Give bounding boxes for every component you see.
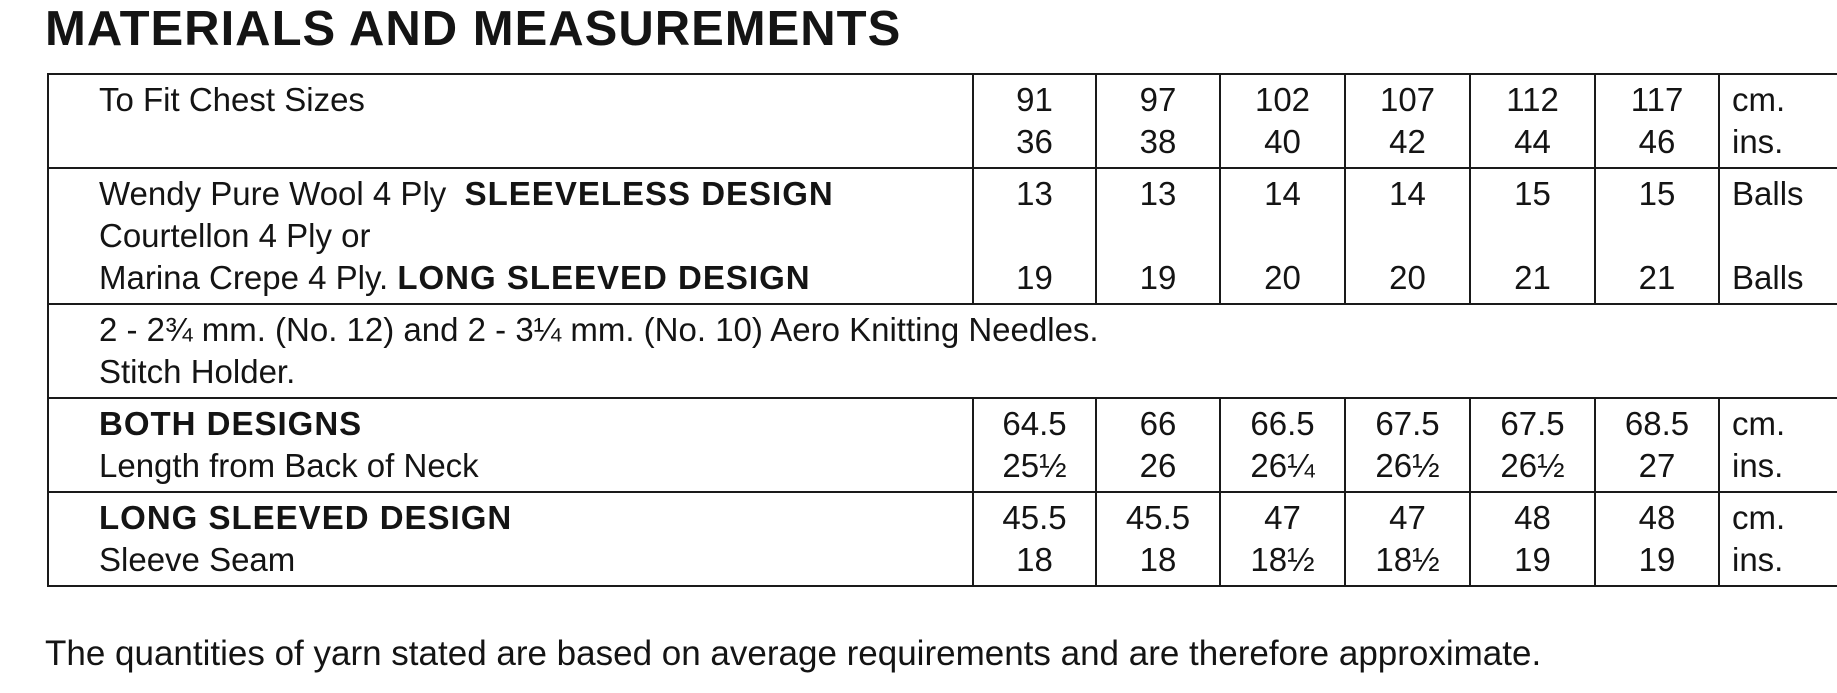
needles-line: 2 - 2¾ mm. (No. 12) and 2 - 3¼ mm. (No. 10) Aero Knitting Needles. [99,311,1099,348]
sleeveless-balls-value: 15 [1638,175,1676,212]
sleeve-cm-value: 48 [1514,499,1551,536]
long-sleeved-heading: LONG SLEEVED DESIGN [99,499,513,536]
size-cell [1470,74,1595,168]
length-cm-value: 67.5 [1375,405,1440,442]
chest-cm-value: 112 [1506,81,1559,118]
length-cm-value: 66.5 [1250,405,1315,442]
chest-ins-value: 36 [1016,123,1053,160]
sleeve-ins-value: 18½ [1250,541,1315,578]
chest-sizes-label-cell [48,74,973,168]
sleeve-seam-row [48,492,1837,586]
chest-sizes-row [48,74,1837,168]
chest-ins-value: 46 [1638,123,1676,160]
length-cell [1096,398,1220,492]
unit-cell [1719,492,1837,586]
length-row [48,398,1837,492]
needles-cell [48,304,1837,398]
needles-row [48,304,1837,398]
long-sleeved-balls-value: 19 [1139,259,1177,296]
balls-cell [973,168,1096,304]
length-cm-value: 68.5 [1624,405,1690,442]
sleeve-cell [973,492,1096,586]
unit-balls: Balls [1732,175,1804,212]
length-label-cell [48,398,973,492]
size-cell [973,74,1096,168]
length-ins-value: 26½ [1375,447,1440,484]
length-cm-value: 66 [1139,405,1177,442]
chest-ins-value: 40 [1264,123,1301,160]
unit-ins: ins. [1732,447,1784,484]
long-sleeved-balls-value: 19 [1016,259,1053,296]
sleeve-cell [1595,492,1719,586]
unit-balls: Balls [1732,259,1804,296]
sleeveless-design-heading: SLEEVELESS DESIGN [464,175,834,212]
size-cell [1595,74,1719,168]
yarn-label-cell [48,168,973,304]
long-sleeved-design-heading: LONG SLEEVED DESIGN [397,259,811,296]
sleeve-cm-value: 45.5 [1125,499,1191,536]
sleeve-cm-value: 47 [1264,499,1301,536]
length-cm-value: 67.5 [1500,405,1565,442]
sleeve-ins-value: 18 [1016,541,1053,578]
sleeve-seam-label: Sleeve Seam [99,541,296,578]
chest-cm-value: 107 [1379,81,1436,118]
sleeveless-balls-value: 13 [1139,175,1177,212]
length-ins-value: 26 [1139,447,1177,484]
chest-ins-value: 42 [1389,123,1426,160]
unit-ins: ins. [1732,123,1784,160]
balls-cell [1470,168,1595,304]
chest-ins-value: 38 [1139,123,1177,160]
yarn-row [48,168,1837,304]
length-ins-value: 26¼ [1250,447,1315,484]
chest-sizes-label: To Fit Chest Sizes [99,81,365,118]
sleeveless-balls-value: 13 [1016,175,1053,212]
both-designs-heading: BOTH DESIGNS [99,405,363,442]
unit-cell [1719,398,1837,492]
sleeve-cell [1096,492,1220,586]
long-sleeved-balls-value: 20 [1264,259,1301,296]
unit-cm: cm. [1732,81,1786,118]
size-cell [1345,74,1470,168]
balls-cell [1096,168,1220,304]
unit-cm: cm. [1732,405,1786,442]
sleeve-cm-value: 47 [1389,499,1426,536]
sleeve-cm-value: 45.5 [1002,499,1067,536]
chest-ins-value: 44 [1514,123,1551,160]
sleeve-cell [1470,492,1595,586]
stitch-holder-line: Stitch Holder. [99,353,296,390]
yarn-quantity-note: The quantities of yarn stated are based on average requirements and are therefore approximate. [45,634,1542,673]
unit-cell [1719,74,1837,168]
length-ins-value: 27 [1638,447,1676,484]
length-cell [1345,398,1470,492]
sleeve-cell [1220,492,1345,586]
chest-cm-value: 117 [1630,81,1684,118]
sleeve-ins-value: 19 [1514,541,1551,578]
long-sleeved-balls-value: 20 [1389,259,1426,296]
length-cm-value: 64.5 [1002,405,1067,442]
yarn-line-3 [99,257,966,299]
size-cell [1220,74,1345,168]
page-title: MATERIALS AND MEASUREMENTS [45,2,902,56]
yarn-wool-name: Wendy Pure Wool 4 Ply [99,175,447,212]
sleeveless-balls-value: 14 [1389,175,1426,212]
balls-cell [1595,168,1719,304]
yarn-crepe-name: Marina Crepe 4 Ply. [99,259,389,296]
length-cell [1595,398,1719,492]
size-cell [1096,74,1220,168]
chest-cm-value: 102 [1254,81,1311,118]
chest-cm-value: 97 [1139,81,1177,118]
sleeveless-balls-value: 15 [1514,175,1551,212]
length-label: Length from Back of Neck [99,447,479,484]
length-ins-value: 25½ [1002,447,1067,484]
unit-cell [1719,168,1837,304]
balls-cell [1220,168,1345,304]
length-cell [973,398,1096,492]
sleeve-ins-value: 19 [1638,541,1676,578]
measurements-table [47,73,1837,587]
yarn-line-2: Courtellon 4 Ply or [99,217,371,254]
sleeve-label-cell [48,492,973,586]
unit-cm: cm. [1732,499,1786,536]
sleeve-cell [1345,492,1470,586]
unit-ins: ins. [1732,541,1784,578]
long-sleeved-balls-value: 21 [1514,259,1551,296]
sleeve-cm-value: 48 [1638,499,1676,536]
balls-cell [1345,168,1470,304]
length-cell [1220,398,1345,492]
sleeve-ins-value: 18 [1139,541,1177,578]
chest-cm-value: 91 [1016,81,1053,118]
sleeveless-balls-value: 14 [1264,175,1301,212]
length-cell [1470,398,1595,492]
length-ins-value: 26½ [1500,447,1565,484]
long-sleeved-balls-value: 21 [1638,259,1676,296]
sleeve-ins-value: 18½ [1375,541,1440,578]
yarn-line-1 [99,173,966,215]
